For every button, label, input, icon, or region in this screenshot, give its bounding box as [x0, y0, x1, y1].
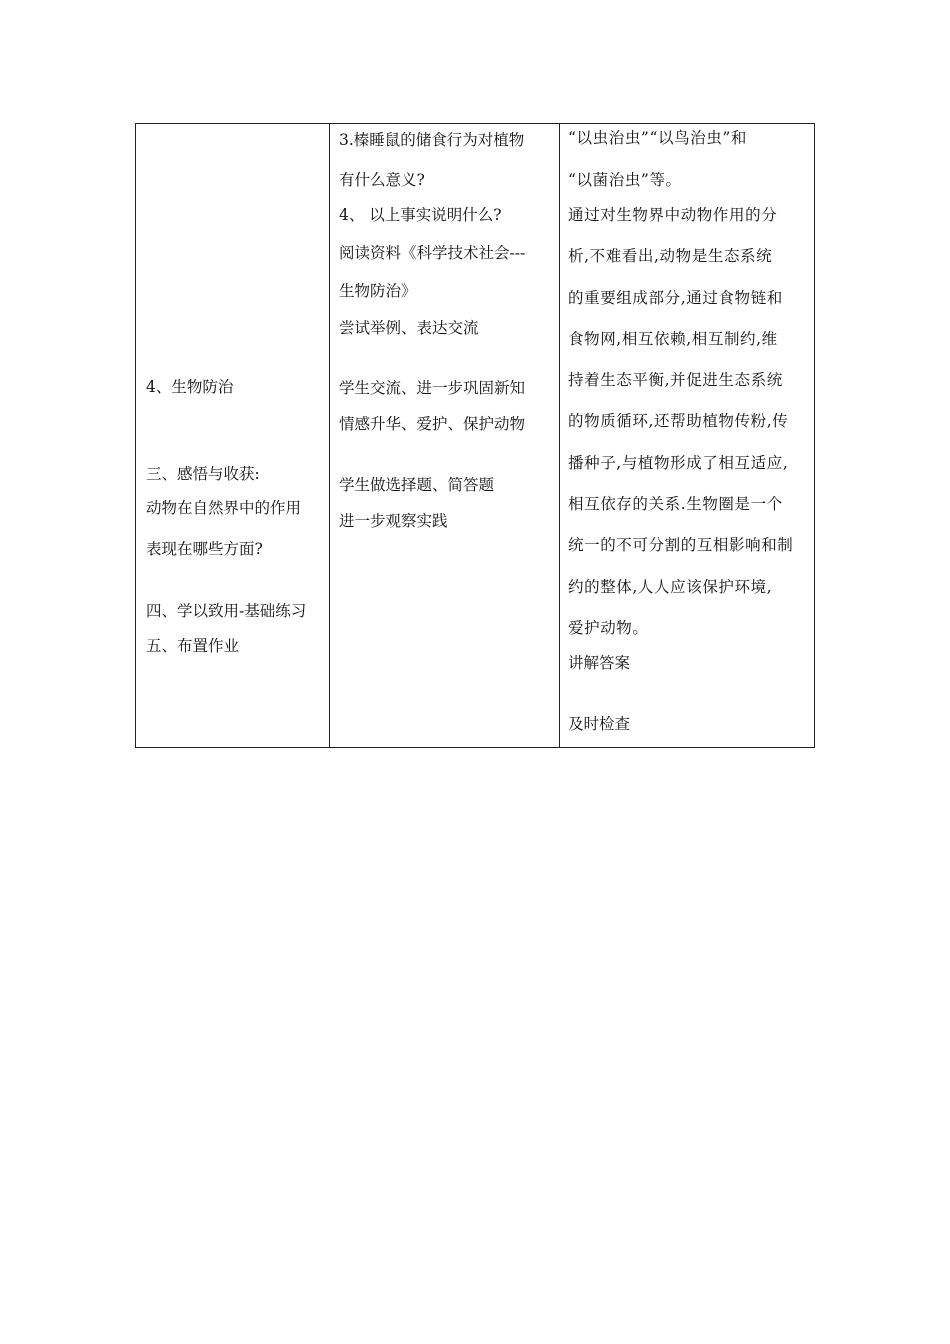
- col1-line: 表现在哪些方面?: [146, 540, 263, 558]
- col2-line: 有什么意义?: [339, 171, 425, 189]
- col2-line: 4、 以上事实说明什么?: [339, 206, 502, 224]
- col3-line: 相互依存的关系.生物圈是一个: [568, 495, 783, 513]
- col1-line: 四、学以致用-基础练习: [146, 602, 307, 620]
- col3-line: 通过对生物界中动物作用的分: [568, 206, 778, 224]
- col3-line: “以菌治虫”等。: [568, 171, 682, 189]
- col2-line: 3.榛睡鼠的储食行为对植物: [339, 131, 525, 149]
- col2-line: 尝试举例、表达交流: [339, 319, 479, 337]
- col2-line: 情感升华、爱护、保护动物: [339, 415, 526, 433]
- col1-line: 五、布置作业: [146, 637, 240, 655]
- col2-line: 学生做选择题、简答题: [339, 476, 495, 494]
- col3-line: 播种子,与植物形成了相互适应,: [568, 454, 789, 472]
- col3-line: 的物质循环,还帮助植物传粉,传: [568, 412, 789, 430]
- col2-line: 阅读资料《科学技术社会---: [339, 244, 526, 262]
- column-divider: [329, 124, 330, 747]
- col3-line: 及时检查: [568, 715, 631, 733]
- col2-line: 学生交流、进一步巩固新知: [339, 379, 526, 397]
- col1-line: 4、生物防治: [146, 378, 234, 396]
- col3-line: 析,不难看出,动物是生态系统: [568, 247, 773, 265]
- column-divider: [559, 124, 560, 747]
- col2-line: 生物防治》: [339, 282, 417, 300]
- col1-line: 三、感悟与收获:: [146, 465, 260, 483]
- col3-line: 统一的不可分割的互相影响和制: [568, 536, 794, 554]
- col3-line: “以虫治虫”“以鸟治虫”和: [568, 129, 747, 147]
- col3-line: 持着生态平衡,并促进生态系统: [568, 371, 783, 389]
- col3-line: 爱护动物。: [568, 619, 649, 637]
- col3-line: 讲解答案: [568, 654, 631, 672]
- col2-line: 进一步观察实践: [339, 512, 448, 530]
- col3-line: 约的整体,人人应该保护环境,: [568, 578, 773, 596]
- col3-line: 食物网,相互依赖,相互制约,维: [568, 330, 778, 348]
- col3-line: 的重要组成部分,通过食物链和: [568, 289, 783, 307]
- col1-line: 动物在自然界中的作用: [146, 499, 302, 517]
